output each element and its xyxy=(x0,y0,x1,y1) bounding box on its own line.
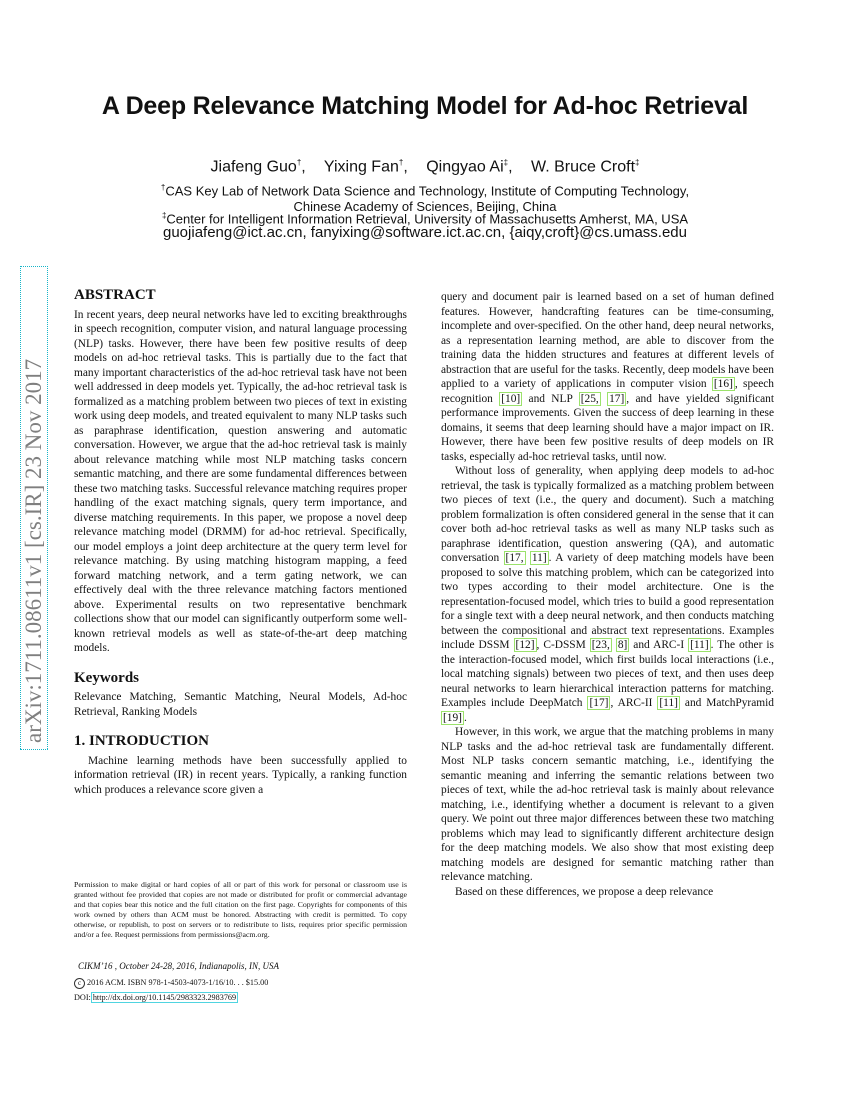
author-name: Jiafeng Guo xyxy=(210,158,297,176)
text-run: , ARC-II xyxy=(610,697,658,709)
affil-mark: ‡ xyxy=(161,211,167,220)
abstract-text: In recent years, deep neural networks have led to exciting breakthroughs in speech recognition, computer vision, and natural language processing (NLP) tasks. However, there have been few positive results of deep models on ad-hoc retrieval tasks. This is partially due to the fact that many important characteristics of the ad-hoc retrieval task have not been well addressed in deep models yet. Typically, the ad-hoc retrieval task is formalized as a matching problem between two pieces of text in existing work using deep models, and treated equivalent to many NLP tasks such as paraphrase identification, question answering and automatic conversation. However, we argue that the ad-hoc retrieval task is mainly about relevance matching while most NLP matching tasks concern semantic matching, and there are some fundamental differences between these two matching tasks. Successful relevance matching requires proper handling of the exact matching signals, query term importance, and diverse matching requirements. In this paper, we propose a novel deep relevance matching model (DRMM) for ad-hoc retrieval. Specifically, our model employs a joint deep architecture at the query term level for relevance matching. By using matching histogram mapping, a feed forward matching network, and a term gating network, we can effectively deal with the three relevance matching factors mentioned above. Experimental results on two representative benchmark collections show that our model can significantly outperform some well-known retrieval models as well as state-of-the-art deep matching models. xyxy=(74,308,407,654)
body-paragraph: Based on these differences, we propose a deep relevance xyxy=(455,885,714,898)
citation-link[interactable]: [11] xyxy=(690,639,709,651)
text-run: . xyxy=(463,711,467,724)
citation-link[interactable]: 11] xyxy=(531,552,547,564)
citation-link[interactable]: [23, xyxy=(591,639,610,651)
citation-link[interactable]: [11] xyxy=(659,697,678,709)
citation-link[interactable]: 17] xyxy=(609,392,625,405)
body-paragraph xyxy=(441,290,774,464)
permission-notice: Permission to make digital or hard copies of all or part of this work for personal or classroom use is granted without fee provided that copies are not made or distributed for profit or commercial advantage and that copies bear this notice and the full citation on the first page. Copyrights for components of this work owned by others than ACM must be honored. Abstracting with credit is permitted. To copy otherwise, or republish, to post on servers or to redistribute to lists, requires prior specific permission and/or a fee. Request permissions from permissions@acm.org. xyxy=(74,880,407,939)
keywords-text: Relevance Matching, Semantic Matching, Neural Models, Ad-hoc Retrieval, Ranking Models xyxy=(74,691,407,718)
keywords-heading: Keywords xyxy=(74,669,139,686)
author-name: W. Bruce Croft xyxy=(530,158,636,176)
citation-link[interactable]: [10] xyxy=(501,392,521,405)
citation-link[interactable]: [25, xyxy=(580,392,599,405)
affil-line: Chinese Academy of Sciences, Beijing, China xyxy=(293,199,557,215)
author-name: Qingyao Ai xyxy=(426,158,504,176)
author-list: Jiafeng Guo†, Yixing Fan†, Qingyao Ai‡, W. Bruce Croft‡ xyxy=(210,158,640,176)
affil-line: CAS Key Lab of Network Data Science and Technology, Institute of Computing Technology, xyxy=(165,183,690,199)
left-column xyxy=(74,288,407,797)
copyright-text: 2016 ACM. ISBN 978-1-4503-4073-1/16/10. . . $15.00 xyxy=(87,978,269,987)
copyright-line xyxy=(74,978,268,989)
author-affil-mark: ‡ xyxy=(503,158,509,167)
citation-link[interactable]: [19] xyxy=(443,711,462,724)
author-affil-mark: † xyxy=(398,158,404,167)
conference-info: CIKM’16 , October 24-28, 2016, Indianapolis, IN, USA xyxy=(78,961,279,971)
author-emails: guojiafeng@ict.ac.cn, fanyixing@software.ict.ac.cn, {aiqy,croft}@cs.umass.edu xyxy=(163,224,687,241)
affil-mark: † xyxy=(160,183,166,192)
text-run: . A variety of deep matching models have been proposed to solve this matching problem, which can be categorized into two types according to their model architecture. One is the representation-focused model, which tries to build a good representation for a single text with a deep neural network, and then conducts matching between the compositional and abstract text representations. Examples include DSSM xyxy=(441,552,774,651)
author-affil-mark: ‡ xyxy=(635,158,640,167)
abstract-heading: ABSTRACT xyxy=(74,287,156,303)
text-run: , speech recognition xyxy=(441,378,774,405)
body-paragraph xyxy=(441,464,774,725)
text-run: and ARC-I xyxy=(629,639,689,651)
arxiv-stamp[interactable]: arXiv:1711.08611v1 [cs.IR] 23 Nov 2017 xyxy=(20,266,48,750)
text-run: . The other is the interaction-focused model, which first builds local interactions (i.e., local matching signals) between two pieces of text, and then uses deep neural networks to learn hierarchical interaction patterns for matching. Examples include DeepMatch xyxy=(441,639,774,709)
doi-label: DOI: xyxy=(74,993,91,1002)
text-run: Without loss of generality, when applying deep models to ad-hoc retrieval, the task is typically formalized as a matching problem between two pieces of text (i.e., the query and document). Such a matching problem formalization is often considered general in the sense that it can cover both ad-hoc retrieval tasks as well as many NLP tasks such as paraphrase identification, question answering (QA), and automatic conversation xyxy=(441,465,774,564)
text-run: , and have yielded significant performance improvements. Given the success of deep learning in these domains, it seems that deep learning should have a major impact on IR. However, there have been few positive results of deep models on IR tasks, especially ad-hoc retrieval tasks, until now. xyxy=(441,392,774,463)
doi-line xyxy=(74,993,238,1002)
author-affil-mark: † xyxy=(296,158,302,167)
text-run: query and document pair is learned based on a set of human defined features. However, handcrafting features can be time-consuming, incomplete and over-specified. On the other hand, deep neural networks, as a representation learning method, are able to discover from the training data the hidden structures and features at different levels of abstraction that are useful for the tasks. Recently, deep models have been applied to a variety of applications in computer vision xyxy=(441,291,774,390)
text-run: and MatchPyramid xyxy=(679,697,774,709)
affil-line: Center for Intelligent Information Retrieval, University of Massachusetts Amherst, MA, USA xyxy=(166,211,689,227)
doi-link[interactable]: http://dx.doi.org/10.1145/2983323.2983769 xyxy=(92,993,237,1002)
text-run: and NLP xyxy=(522,392,579,405)
citation-link[interactable]: [16] xyxy=(713,378,733,390)
right-column xyxy=(441,290,774,899)
introduction-paragraph: Machine learning methods have been successfully applied to information retrieval (IR) in recent years. Typically, a ranking function which produces a relevance score given a xyxy=(74,754,407,796)
citation-link[interactable]: 8] xyxy=(617,639,628,651)
citation-link[interactable]: [17] xyxy=(589,697,609,709)
author-name: Yixing Fan xyxy=(323,158,399,176)
paper-title: A Deep Relevance Matching Model for Ad-hoc Retrieval xyxy=(101,92,749,120)
body-paragraph: However, in this work, we argue that the matching problems in many NLP tasks and the ad-hoc retrieval task are fundamentally different. Most NLP tasks concern semantic matching, i.e., identifying the semantic meaning and inferring the semantic relations between two pieces of text, while the ad-hoc retrieval task is mainly about relevance matching, i.e., identifying whether a document is relevant to a given query. We point out three major differences between these two matching problems which may lead to significantly different architecture design for the deep matching models. We also show that most existing deep matching models are designed for semantic matching rather than relevance matching. xyxy=(441,726,774,883)
text-run: , C-DSSM xyxy=(536,639,590,651)
copyright-symbol: c xyxy=(74,978,85,989)
citation-link[interactable]: [17, xyxy=(505,552,524,564)
introduction-heading: 1. INTRODUCTION xyxy=(74,733,210,749)
citation-link[interactable]: [12] xyxy=(515,639,535,651)
